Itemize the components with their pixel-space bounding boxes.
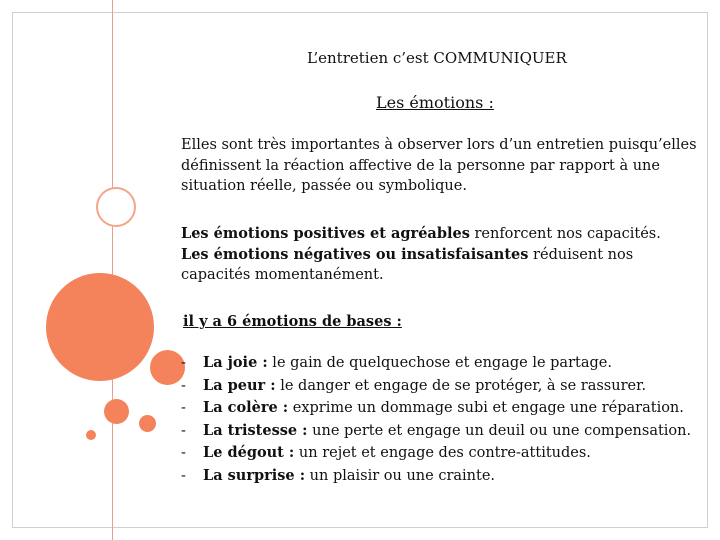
emotion-name: Le dégout :	[203, 444, 295, 461]
emotion-name: La peur :	[203, 376, 276, 394]
decorative-medium-circle	[150, 350, 185, 385]
list-item	[181, 352, 711, 375]
emotion-name: La joie :	[203, 354, 268, 371]
list-dash: -	[181, 355, 186, 371]
slide-title: L’entretien c’est COMMUNIQUER	[307, 49, 567, 67]
decorative-small-circle	[139, 415, 156, 432]
emotion-description: exprime un dommage subi et engage une réparation.	[288, 400, 684, 416]
emotion-description: une perte et engage un deuil ou une compensation.	[307, 422, 692, 439]
list-dash: -	[181, 422, 186, 439]
negative-emotions-text: réduisent nos capacités momentanément.	[181, 246, 634, 283]
section-title: Les émotions :	[376, 93, 494, 112]
decorative-large-circle	[46, 273, 154, 381]
emotion-name: La colère :	[203, 399, 289, 416]
emotion-name: La surprise :	[203, 466, 306, 484]
bases-title: il y a 6 émotions de bases :	[183, 313, 402, 330]
list-item	[181, 465, 711, 488]
positive-emotions-text: renforcent nos capacités.	[469, 226, 661, 242]
list-dash: -	[181, 467, 186, 484]
intro-paragraph: Elles sont très importantes à observer lors d’un entretien puisqu’elles définissent la réaction affective de la personne par rapport à une situation réelle, passée ou symbolique.	[181, 137, 697, 194]
decorative-vertical-line	[112, 0, 113, 540]
positive-emotions-label: Les émotions positives et agréables	[181, 225, 470, 242]
emotion-description: le gain de quelquechose et engage le partage.	[267, 355, 612, 371]
emotions-paragraph	[181, 224, 701, 286]
list-item	[181, 397, 711, 420]
emotion-description: le danger et engage de se protéger, à se rassurer.	[275, 377, 647, 394]
list-item	[181, 420, 711, 443]
emotion-description: un rejet et engage des contre-attitudes.	[294, 445, 591, 461]
emotions-list	[181, 352, 711, 487]
emotion-name: La tristesse :	[203, 421, 308, 439]
list-item	[181, 442, 711, 465]
list-dash: -	[181, 445, 186, 461]
decorative-small-circle	[104, 399, 129, 424]
decorative-tiny-circle	[86, 430, 96, 440]
decorative-ring-circle	[96, 187, 136, 227]
list-dash: -	[181, 400, 186, 416]
list-item	[181, 375, 711, 398]
emotion-description: un plaisir ou une crainte.	[305, 467, 496, 484]
negative-emotions-label: Les émotions négatives ou insatisfaisantes	[181, 245, 529, 263]
list-dash: -	[181, 377, 186, 394]
